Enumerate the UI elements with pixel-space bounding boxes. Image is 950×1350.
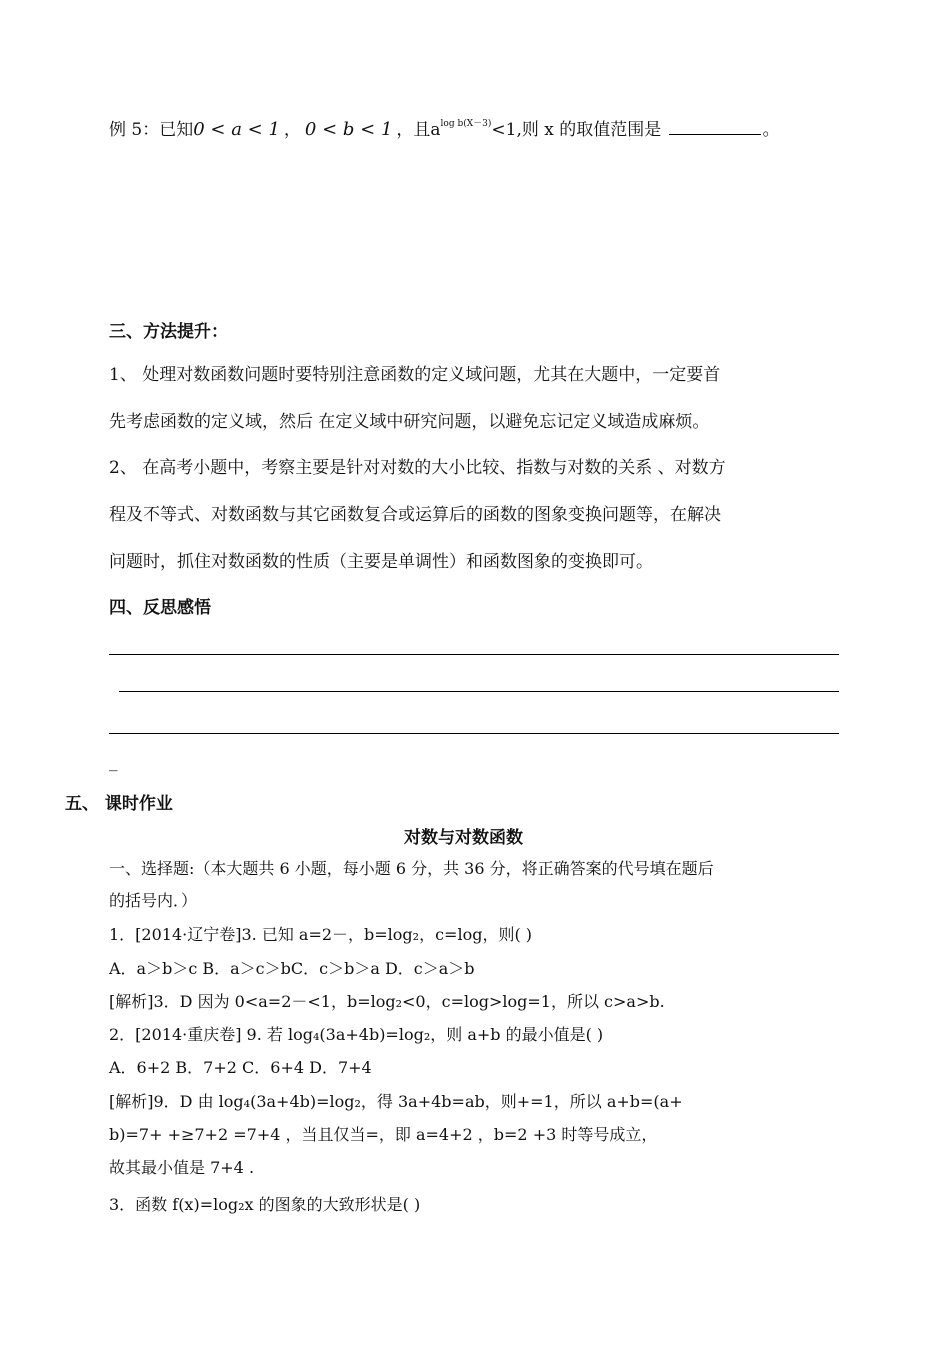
example-5-line <box>109 115 780 140</box>
choice-intro-line-1: 一、选择题:（本大题共 6 小题，每小题 6 分，共 36 分，将正确答案的代号填在题后 <box>109 859 714 878</box>
method-point-1-line-2: 先考虑函数的定义域，然后 在定义域中研究问题，以避免忘记定义域造成麻烦。 <box>109 412 710 432</box>
question-3: 3．函数 f(x)=log₂x 的图象的大致形状是( ) <box>109 1195 421 1214</box>
question-2-analysis-line-1: [解析]9．D 由 log₄(3a+4b)=log₂，得 3a+4b=ab，则+=1，所以 a+b=(a+ <box>109 1092 683 1111</box>
choice-intro-line-2: 的括号内．） <box>109 891 198 910</box>
method-point-2-line-2: 程及不等式、对数函数与其它函数复合或运算后的函数的图象变换问题等，在解决 <box>109 505 721 525</box>
section-4-title: 四、反思感悟 <box>109 598 211 618</box>
condition-a: 0 < a < 1 <box>193 119 280 140</box>
question-1: 1．[2014·辽宁卷]3. 已知 a=2－，b=log₂，c=log，则( ) <box>109 925 533 944</box>
and-a: ，且a <box>396 120 441 140</box>
reflection-dash: _ <box>109 752 118 772</box>
section-5-title: 五、 课时作业 <box>65 794 173 814</box>
inequality-tail: <1,则 x 的取值范围是 <box>491 120 662 140</box>
reflection-line-3[interactable] <box>109 733 839 734</box>
question-1-options: A．a＞b＞c B．a＞c＞bC．c＞b＞a D．c＞a＞b <box>109 959 475 978</box>
method-point-2-line-3: 问题时，抓住对数函数的性质（主要是单调性）和函数图象的变换即可。 <box>109 552 653 572</box>
section-3-title: 三、方法提升： <box>109 322 228 342</box>
question-2: 2．[2014·重庆卷] 9. 若 log₄(3a+4b)=log₂，则 a+b 的最小值是( ) <box>109 1025 604 1044</box>
log-exponent: log b(X－3) <box>440 119 492 129</box>
answer-blank[interactable] <box>669 118 761 135</box>
example-5-label: 例 5：已知 <box>109 120 194 140</box>
comma: ， <box>283 120 301 140</box>
reflection-line-2[interactable] <box>119 691 839 692</box>
homework-subtitle: 对数与对数函数 <box>404 828 523 848</box>
reflection-line-1[interactable] <box>109 654 839 655</box>
period: 。 <box>762 120 780 140</box>
method-point-2-line-1: 2、 在高考小题中，考察主要是针对对数的大小比较、指数与对数的关系 、对数方 <box>109 458 726 478</box>
question-2-options: A．6+2 B．7+2 C．6+4 D．7+4 <box>109 1058 372 1077</box>
method-point-1-line-1: 1、 处理对数函数问题时要特别注意函数的定义域问题，尤其在大题中，一定要首 <box>109 365 721 385</box>
question-2-analysis-line-2: b)=7+ +≥7+2 =7+4 ，当且仅当=，即 a=4+2 ，b=2 +3 时等号成立， <box>109 1125 658 1144</box>
question-2-analysis-line-3: 故其最小值是 7+4 . <box>109 1158 255 1177</box>
condition-b: 0 < b < 1 <box>304 119 393 140</box>
question-1-analysis: [解析]3．D 因为 0<a=2－<1，b=log₂<0，c=log>log=1，所以 c>a>b. <box>109 992 665 1011</box>
